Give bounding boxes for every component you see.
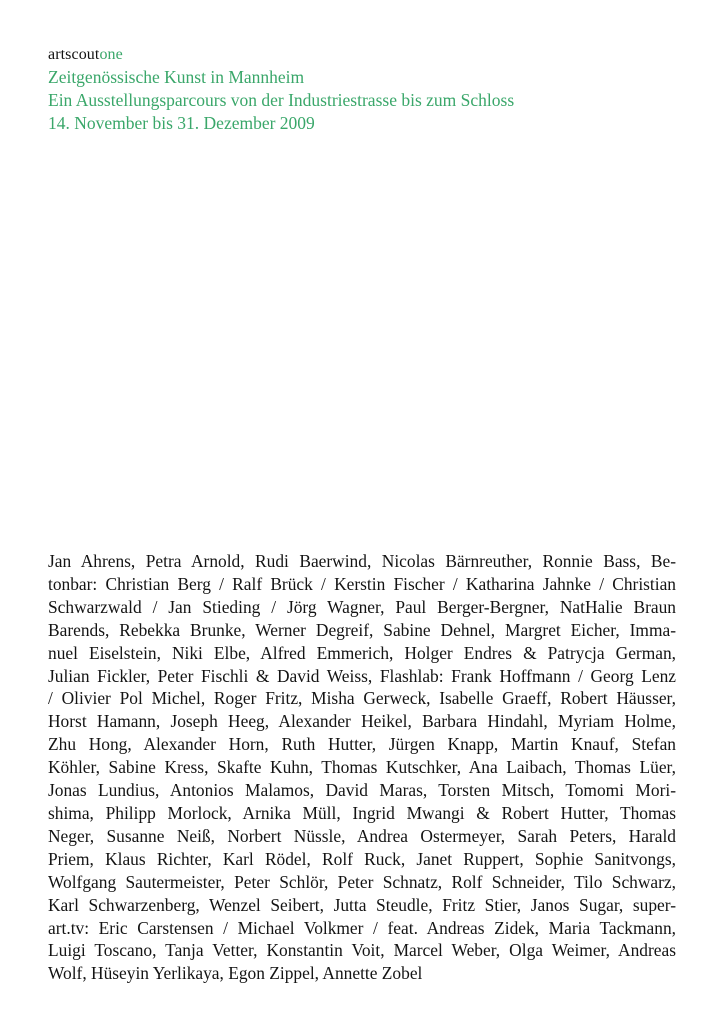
artist-line: Zhu Hong, Alexander Horn, Ruth Hutter, Jürgen Knapp, Martin Knauf, Stefan xyxy=(48,734,676,755)
artist-line: Jan Ahrens, Petra Arnold, Rudi Baerwind, Nicolas Bärnreuther, Ronnie Bass, Be- xyxy=(48,551,676,571)
artist-line: nuel Eiselstein, Niki Elbe, Alfred Emmerich, Holger Endres & Patrycja German, xyxy=(48,642,676,663)
artist-line: / Olivier Pol Michel, Roger Fritz, Misha Gerweck, Isabelle Graeff, Robert Häusser, xyxy=(48,688,676,709)
artist-line: Barends, Rebekka Brunke, Werner Degreif, Sabine Dehnel, Margret Eicher, Imma- xyxy=(48,619,676,640)
artist-line: shima, Philipp Morlock, Arnika Müll, Ingrid Mwangi & Robert Hutter, Thomas xyxy=(48,802,676,823)
artist-line: Julian Fickler, Peter Fischli & David Weiss, Flashlab: Frank Hoffmann / Georg Lenz xyxy=(48,665,676,686)
artist-line: Priem, Klaus Richter, Karl Rödel, Rolf Ruck, Janet Ruppert, Sophie Sanitvongs, xyxy=(48,848,676,869)
brand-suffix: one xyxy=(99,46,123,63)
artist-line: Schwarzwald / Jan Stieding / Jörg Wagner, Paul Berger-Bergner, NatHalie Braun xyxy=(48,596,676,617)
artist-line: Wolf, Hüseyin Yerlikaya, Egon Zippel, Annette Zobel xyxy=(48,963,423,984)
artist-list xyxy=(48,550,676,985)
artist-line: Wolfgang Sautermeister, Peter Schlör, Peter Schnatz, Rolf Schneider, Tilo Schwarz, xyxy=(48,871,676,892)
brand-logo xyxy=(48,44,688,66)
exhibition-dates: 14. November bis 31. Dezember 2009 xyxy=(48,113,315,133)
artist-line: Horst Hamann, Joseph Heeg, Alexander Heikel, Barbara Hindahl, Myriam Holme, xyxy=(48,711,676,732)
artist-line: art.tv: Eric Carstensen / Michael Volkmer / feat. Andreas Zidek, Maria Tackmann, xyxy=(48,917,676,938)
subtitle: Zeitgenössische Kunst in Mannheim xyxy=(48,67,305,87)
artist-line: Jonas Lundius, Antonios Malamos, David Maras, Torsten Mitsch, Tomomi Mori- xyxy=(48,780,676,801)
brand-prefix: artscout xyxy=(48,46,100,63)
artist-line: Köhler, Sabine Kress, Skafte Kuhn, Thomas Kutschker, Ana Laibach, Thomas Lüer, xyxy=(48,757,676,778)
artist-line: Luigi Toscano, Tanja Vetter, Konstantin Voit, Marcel Weber, Olga Weimer, Andreas xyxy=(48,940,676,961)
artist-line: Neger, Susanne Neiß, Norbert Nüssle, Andrea Ostermeyer, Sarah Peters, Harald xyxy=(48,825,676,846)
header xyxy=(48,44,688,135)
artist-line: tonbar: Christian Berg / Ralf Brück / Kerstin Fischer / Katharina Jahnke / Christian xyxy=(48,573,676,594)
tagline: Ein Ausstellungsparcours von der Industriestrasse bis zum Schloss xyxy=(48,90,515,110)
artist-line: Karl Schwarzenberg, Wenzel Seibert, Jutta Steudle, Fritz Stier, Janos Sugar, super- xyxy=(48,894,676,915)
